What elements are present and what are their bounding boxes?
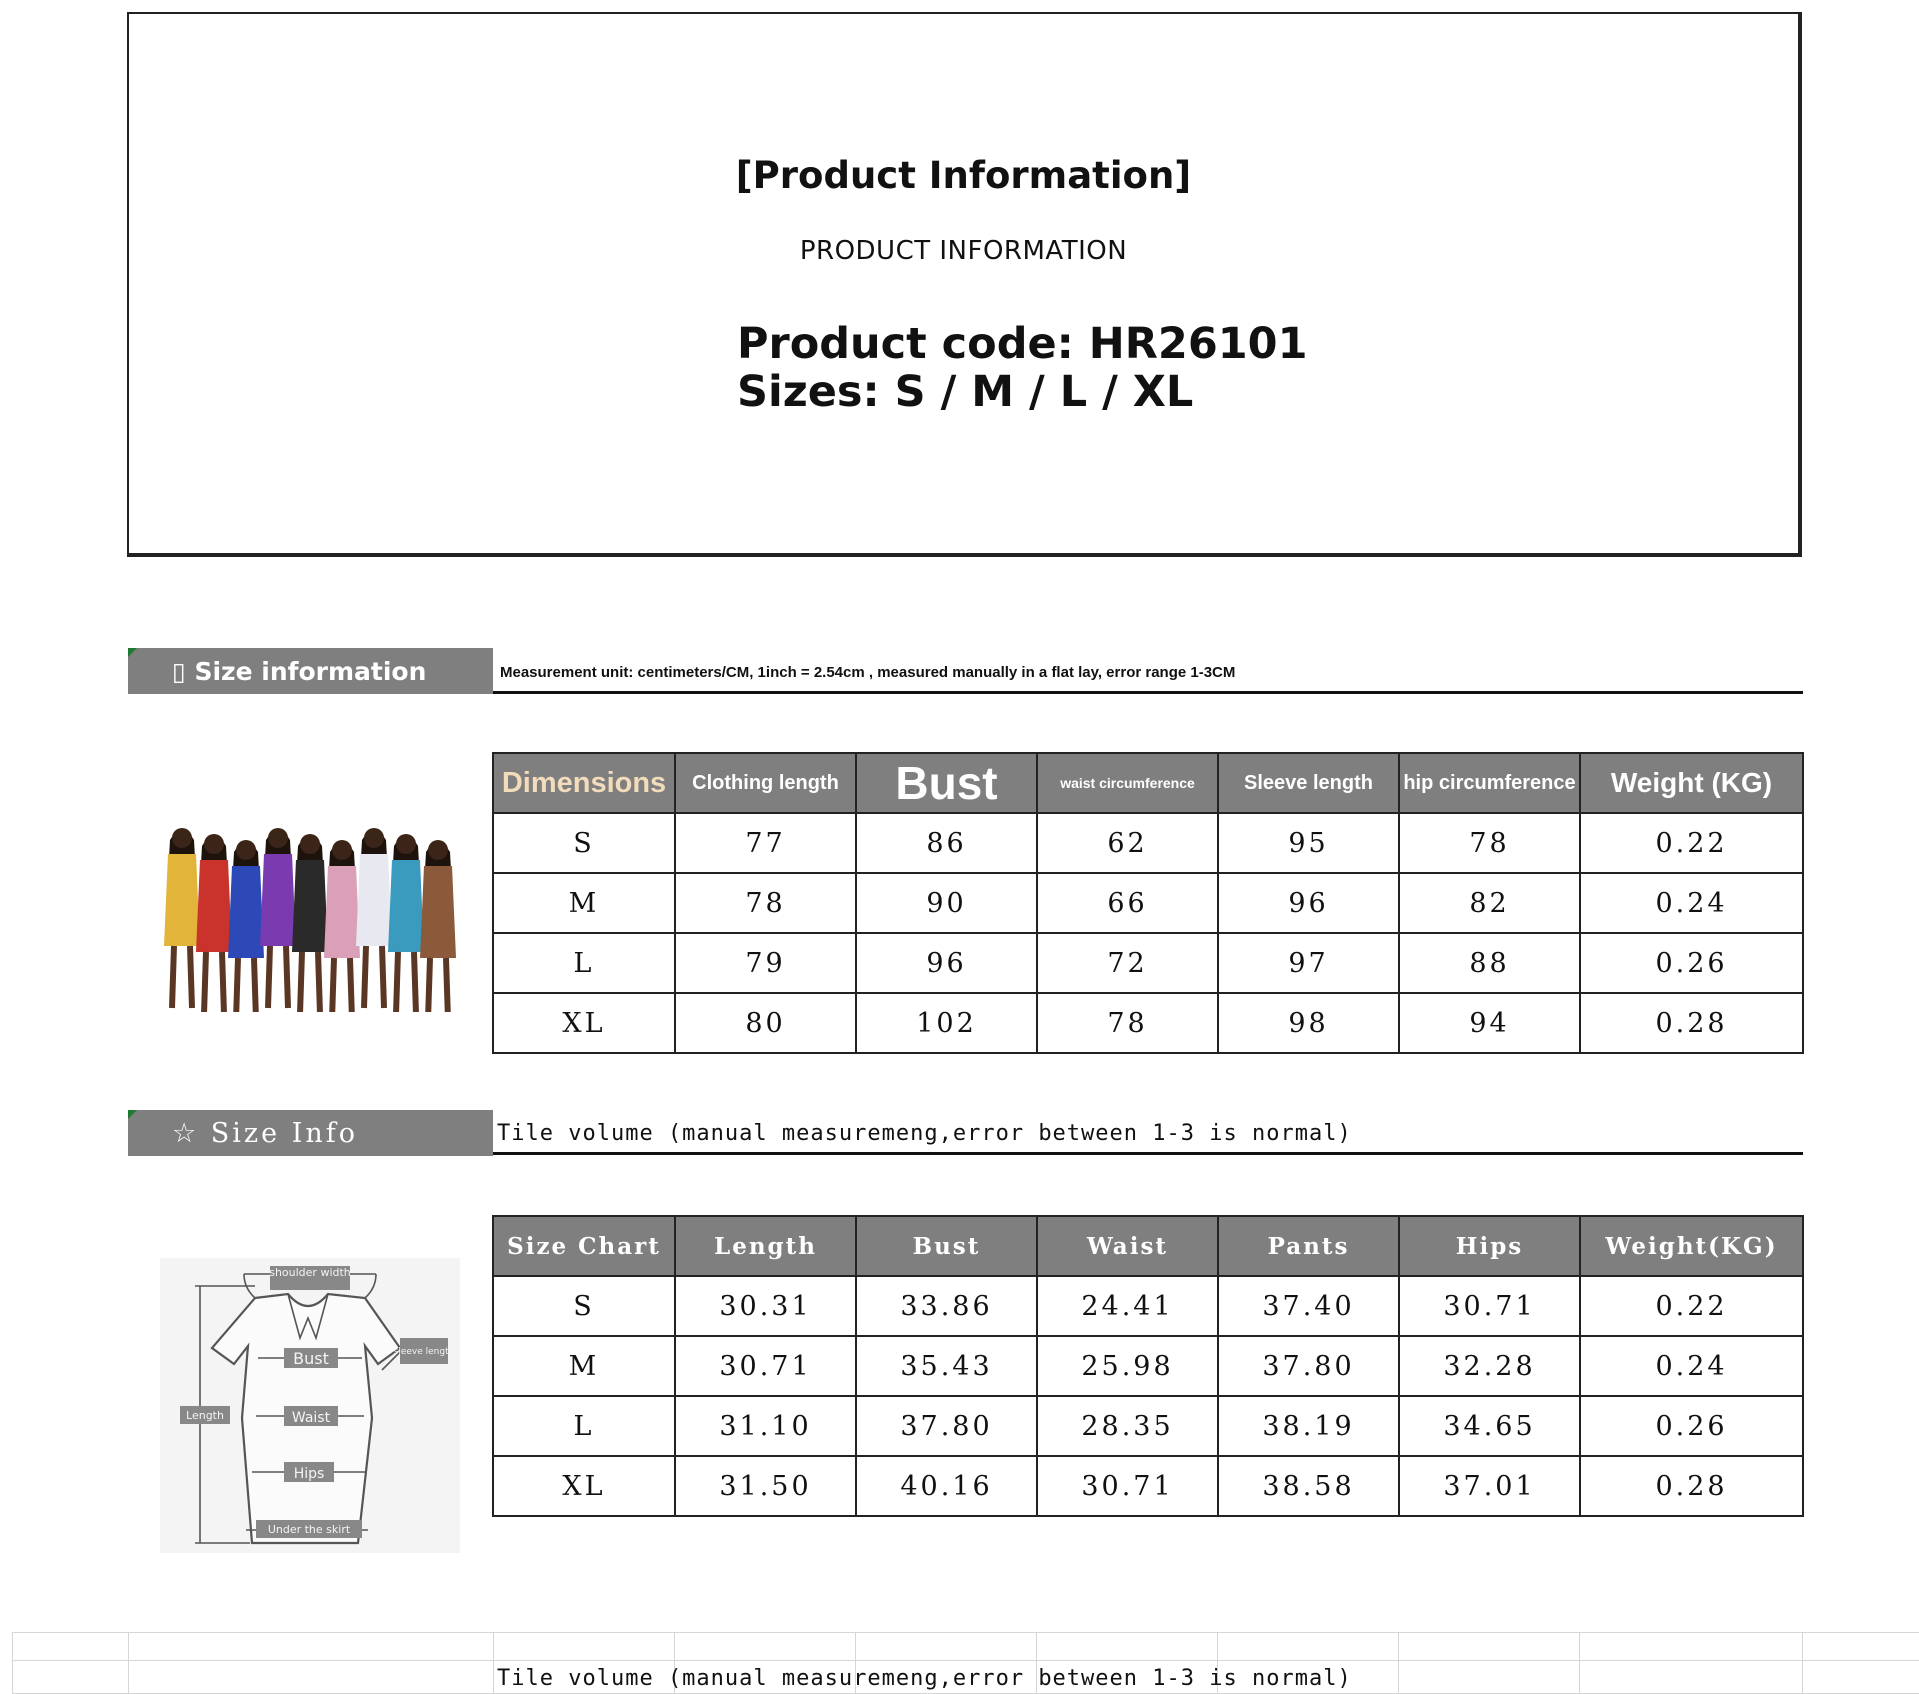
- measurement-cell: 78: [1399, 813, 1580, 873]
- grid-line: [1398, 1632, 1399, 1694]
- measurement-cell: 79: [675, 933, 856, 993]
- grid-line: [1579, 1632, 1580, 1694]
- measurement-cell: 96: [1218, 873, 1399, 933]
- size-info-label: ☆ Size Info: [172, 1117, 359, 1149]
- column-header: Size Chart: [493, 1216, 675, 1276]
- measurement-cell: 80: [675, 993, 856, 1053]
- size-cell: S: [493, 813, 675, 873]
- measurement-cell: 31.50: [675, 1456, 856, 1516]
- column-header: Waist: [1037, 1216, 1218, 1276]
- under-skirt-label: Under the skirt: [267, 1523, 351, 1536]
- measurement-cell: 40.16: [856, 1456, 1037, 1516]
- measurement-cell: 0.24: [1580, 1336, 1803, 1396]
- model-figure: [356, 828, 392, 1008]
- measurement-cell: 37.80: [1218, 1336, 1399, 1396]
- measurement-cell: 78: [1037, 993, 1218, 1053]
- measurement-cell: 66: [1037, 873, 1218, 933]
- tile-volume-note: Tile volume (manual measuremeng,error between 1-3 is normal): [497, 1121, 1352, 1146]
- column-header: waist circumference: [1037, 753, 1218, 813]
- table-header-row: [493, 1216, 1803, 1276]
- measurement-cell: 77: [675, 813, 856, 873]
- measurement-cell: 35.43: [856, 1336, 1037, 1396]
- measurement-cell: 34.65: [1399, 1396, 1580, 1456]
- shoulder-width-label: shoulder width: [269, 1266, 351, 1279]
- size-table-cm: [492, 752, 1804, 1054]
- model-figure: [260, 828, 296, 1008]
- grid-line: [12, 1632, 13, 1694]
- measurement-cell: 95: [1218, 813, 1399, 873]
- column-header: Bust: [856, 753, 1037, 813]
- hips-label: Hips: [293, 1466, 325, 1482]
- size-info-tag: [128, 1110, 493, 1156]
- product-info-subtitle: PRODUCT INFORMATION: [799, 236, 1128, 266]
- column-header: Length: [675, 1216, 856, 1276]
- size-cell: M: [493, 1336, 675, 1396]
- grid-line: [128, 1632, 129, 1694]
- model-figure: [324, 840, 360, 1012]
- model-figure: [196, 834, 232, 1012]
- measurement-cell: 96: [856, 933, 1037, 993]
- product-code-block: [737, 320, 1308, 416]
- measurement-cell: 24.41: [1037, 1276, 1218, 1336]
- column-header: Clothing length: [675, 753, 856, 813]
- grid-line: [12, 1660, 1919, 1661]
- measurement-cell: 62: [1037, 813, 1218, 873]
- size-cell: M: [493, 873, 675, 933]
- measurement-cell: 102: [856, 993, 1037, 1053]
- size-cell: XL: [493, 1456, 675, 1516]
- measurement-cell: 0.28: [1580, 1456, 1803, 1516]
- product-code: Product code: HR26101: [737, 319, 1308, 369]
- table-row: [493, 1276, 1803, 1336]
- measurement-cell: 38.19: [1218, 1396, 1399, 1456]
- size-table-inch: [492, 1215, 1804, 1517]
- model-figure: [388, 834, 424, 1012]
- size-cell: L: [493, 1396, 675, 1456]
- measurement-cell: 0.26: [1580, 1396, 1803, 1456]
- size-cell: L: [493, 933, 675, 993]
- column-header: Pants: [1218, 1216, 1399, 1276]
- table-row: [493, 1456, 1803, 1516]
- measurement-cell: 38.58: [1218, 1456, 1399, 1516]
- column-header: Bust: [856, 1216, 1037, 1276]
- model-figure: [292, 834, 328, 1012]
- table-header-row: [493, 753, 1803, 813]
- column-header: Weight(KG): [1580, 1216, 1803, 1276]
- measurement-cell: 30.71: [1399, 1276, 1580, 1336]
- measurement-cell: 31.10: [675, 1396, 856, 1456]
- column-header: Dimensions: [493, 753, 675, 813]
- models-group-photo: [160, 812, 460, 1012]
- grid-line: [12, 1632, 1919, 1633]
- table-row: [493, 933, 1803, 993]
- measurement-cell: 25.98: [1037, 1336, 1218, 1396]
- measurement-cell: 0.24: [1580, 873, 1803, 933]
- model-figure: [420, 840, 456, 1012]
- measurement-cell: 32.28: [1399, 1336, 1580, 1396]
- model-figure: [164, 828, 200, 1008]
- bust-label: Bust: [293, 1349, 329, 1368]
- product-sizes: Sizes: S / M / L / XL: [737, 367, 1194, 417]
- measurement-cell: 78: [675, 873, 856, 933]
- column-header: Weight (KG): [1580, 753, 1803, 813]
- column-header: Hips: [1399, 1216, 1580, 1276]
- measurement-cell: 0.28: [1580, 993, 1803, 1053]
- dress-measurement-diagram: [160, 1258, 460, 1553]
- measurement-cell: 72: [1037, 933, 1218, 993]
- waist-label: Waist: [291, 1410, 331, 1426]
- measurement-cell: 30.31: [675, 1276, 856, 1336]
- size-information-label: ▯ Size information: [172, 656, 427, 686]
- measurement-cell: 90: [856, 873, 1037, 933]
- measurement-cell: 37.01: [1399, 1456, 1580, 1516]
- table-row: [493, 1336, 1803, 1396]
- measurement-cell: 0.22: [1580, 813, 1803, 873]
- size-cell: S: [493, 1276, 675, 1336]
- table-row: [493, 813, 1803, 873]
- measurement-cell: 37.80: [856, 1396, 1037, 1456]
- grid-line: [493, 1632, 494, 1694]
- measurement-cell: 30.71: [1037, 1456, 1218, 1516]
- product-info-title: [Product Information]: [735, 154, 1192, 197]
- measurement-cell: 0.22: [1580, 1276, 1803, 1336]
- table-row: [493, 1396, 1803, 1456]
- measurement-unit-note: Measurement unit: centimeters/CM, 1inch = 2.54cm , measured manually in a flat lay, error range 1-3CM: [500, 664, 1236, 681]
- measurement-cell: 98: [1218, 993, 1399, 1053]
- model-figure: [228, 840, 264, 1012]
- size-cell: XL: [493, 993, 675, 1053]
- measurement-cell: 86: [856, 813, 1037, 873]
- footer-tile-volume-note: Tile volume (manual measuremeng,error between 1-3 is normal): [497, 1666, 1352, 1691]
- measurement-cell: 94: [1399, 993, 1580, 1053]
- size-information-tag: [128, 648, 493, 694]
- table-row: [493, 873, 1803, 933]
- measurement-cell: 97: [1218, 933, 1399, 993]
- measurement-cell: 28.35: [1037, 1396, 1218, 1456]
- column-header: Sleeve length: [1218, 753, 1399, 813]
- column-header: hip circumference: [1399, 753, 1580, 813]
- measurement-cell: 88: [1399, 933, 1580, 993]
- grid-line: [1802, 1632, 1803, 1694]
- sleeve-length-label: sleeve length: [393, 1347, 455, 1357]
- measurement-cell: 30.71: [675, 1336, 856, 1396]
- length-label: Length: [186, 1409, 224, 1422]
- table-row: [493, 993, 1803, 1053]
- measurement-cell: 33.86: [856, 1276, 1037, 1336]
- product-info-box: [127, 12, 1802, 557]
- measurement-cell: 37.40: [1218, 1276, 1399, 1336]
- measurement-cell: 0.26: [1580, 933, 1803, 993]
- measurement-cell: 82: [1399, 873, 1580, 933]
